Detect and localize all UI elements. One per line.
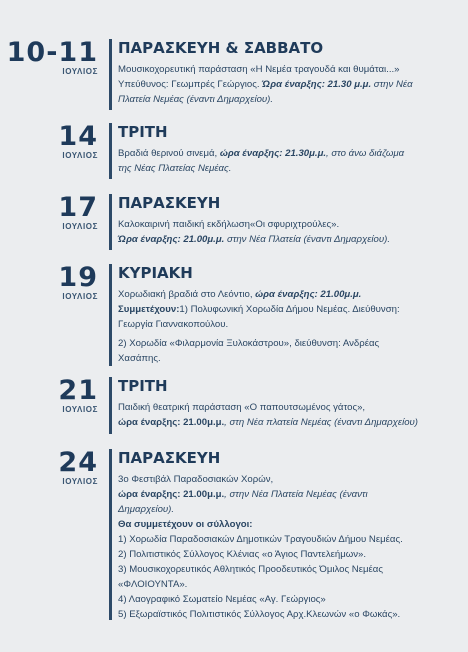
- event-month: ΙΟΥΛΙΟΣ: [62, 405, 98, 414]
- event-content: [118, 449, 464, 622]
- event-heading: ΠΑΡΑΣΚΕΥΗ: [118, 449, 221, 467]
- event-month: ΙΟΥΛΙΟΣ: [62, 151, 98, 160]
- event-line: 4) Λαογραφικό Σωματείο Νεμέας «Αγ. Γεώργιος»: [118, 594, 326, 605]
- divider-bar: [109, 39, 112, 110]
- event-month: ΙΟΥΛΙΟΣ: [62, 477, 98, 486]
- event-day: 10-11: [6, 37, 98, 68]
- event-line: Χασάπης.: [118, 353, 161, 364]
- divider-bar: [109, 194, 112, 250]
- event-content: [118, 39, 464, 107]
- event-day: 19: [58, 262, 98, 293]
- event-month: ΙΟΥΛΙΟΣ: [62, 67, 98, 76]
- event-line: Θα συμμετέχουν οι σύλλογοι:: [118, 519, 253, 530]
- event-date: [2, 123, 98, 160]
- event-line: Συμμετέχουν:1) Πολυφωνική Χορωδία Δήμου Νεμέας. Διεύθυνση:: [118, 304, 400, 315]
- event-month: ΙΟΥΛΙΟΣ: [62, 222, 98, 231]
- event-heading: ΠΑΡΑΣΚΕΥΗ & ΣΑΒΒΑΤΟ: [118, 39, 324, 57]
- event-line: 1) Χορωδία Παραδοσιακών Δημοτικών Τραγουδιών Δήμου Νεμέας.: [118, 534, 403, 545]
- event-line: Ώρα έναρξης: 21.00μ.μ. στην Νέα Πλατεία (έναντι Δημαρχείου).: [118, 234, 391, 245]
- event-content: [118, 194, 464, 247]
- event-line: Καλοκαιρινή παιδική εκδήλωση«Οι σφυριχτρούλες».: [118, 219, 340, 230]
- event-line: 2) Χορωδία «Φιλαρμονία Ξυλοκάστρου», διεύθυνση: Ανδρέας: [118, 338, 380, 349]
- event-line: Βραδιά θερινού σινεμά, ώρα έναρξης: 21.30μ.μ., στο άνω διάζωμα: [118, 148, 405, 159]
- event-line: Γεωργία Γιαννακοπούλου.: [118, 319, 229, 330]
- event-heading: ΤΡΙΤΗ: [118, 377, 168, 395]
- event-date: [2, 449, 98, 486]
- event-line: 3) Μουσικοχορευτικός Αθλητικός Προοδευτικός Όμιλος Νεμέας: [118, 564, 383, 575]
- event-day: 17: [58, 192, 98, 223]
- event-heading: ΤΡΙΤΗ: [118, 123, 168, 141]
- event-line: 2) Πολιτιστικός Σύλλογος Κλένιας «ο Άγιος Παντελεήμων».: [118, 549, 367, 560]
- divider-bar: [109, 377, 112, 434]
- divider-bar: [109, 123, 112, 179]
- event-day: 21: [58, 375, 98, 406]
- event-line: Δημαρχείου).: [118, 504, 175, 515]
- event-line: 5) Εξωραϊστικός Πολιτιστικός Σύλλογος Αρχ.Κλεωνών «ο Φωκάς».: [118, 609, 401, 620]
- event-line: Παιδική θεατρική παράσταση «Ο παπουτσωμένος γάτος»,: [118, 402, 366, 413]
- event-date: [2, 194, 98, 231]
- event-line: «ΦΛΟΙΟΥΝΤΑ».: [118, 579, 188, 590]
- event-line: Χορωδιακή βραδιά στο Λεόντιο, ώρα έναρξης: 21.00μ.μ.: [118, 289, 362, 300]
- event-line: ώρα έναρξης: 21.00μ.μ., στη Νέα πλατεία Νεμέας (έναντι Δημαρχείου): [118, 417, 419, 428]
- divider-bar: [109, 264, 112, 366]
- event-content: [118, 264, 464, 366]
- event-line: Υπεύθυνος: Γεωμπρές Γεώργιος. Ώρα έναρξης: 21.30 μ.μ. στην Νέα: [118, 79, 413, 90]
- event-content: [118, 377, 464, 430]
- event-line: Πλατεία Νεμέας (έναντι Δημαρχείου).: [118, 94, 274, 105]
- event-day: 14: [58, 121, 98, 152]
- event-date: [2, 377, 98, 414]
- event-month: ΙΟΥΛΙΟΣ: [62, 292, 98, 301]
- event-day: 24: [58, 447, 98, 478]
- event-date: [2, 39, 98, 76]
- event-line: της Νέας Πλατείας Νεμέας.: [118, 163, 232, 174]
- event-line: Μουσικοχορευτική παράσταση «Η Νεμέα τραγουδά και θυμάται...»: [118, 64, 400, 75]
- event-line: 3ο Φεστιβάλ Παραδοσιακών Χορών,: [118, 474, 274, 485]
- event-line: ώρα έναρξης: 21.00μ.μ., στην Νέα Πλατεία Νεμέας (έναντι: [118, 489, 368, 500]
- event-content: [118, 123, 464, 176]
- event-heading: ΠΑΡΑΣΚΕΥΗ: [118, 194, 221, 212]
- divider-bar: [109, 449, 112, 620]
- event-heading: ΚΥΡΙΑΚΗ: [118, 264, 193, 282]
- event-date: [2, 264, 98, 301]
